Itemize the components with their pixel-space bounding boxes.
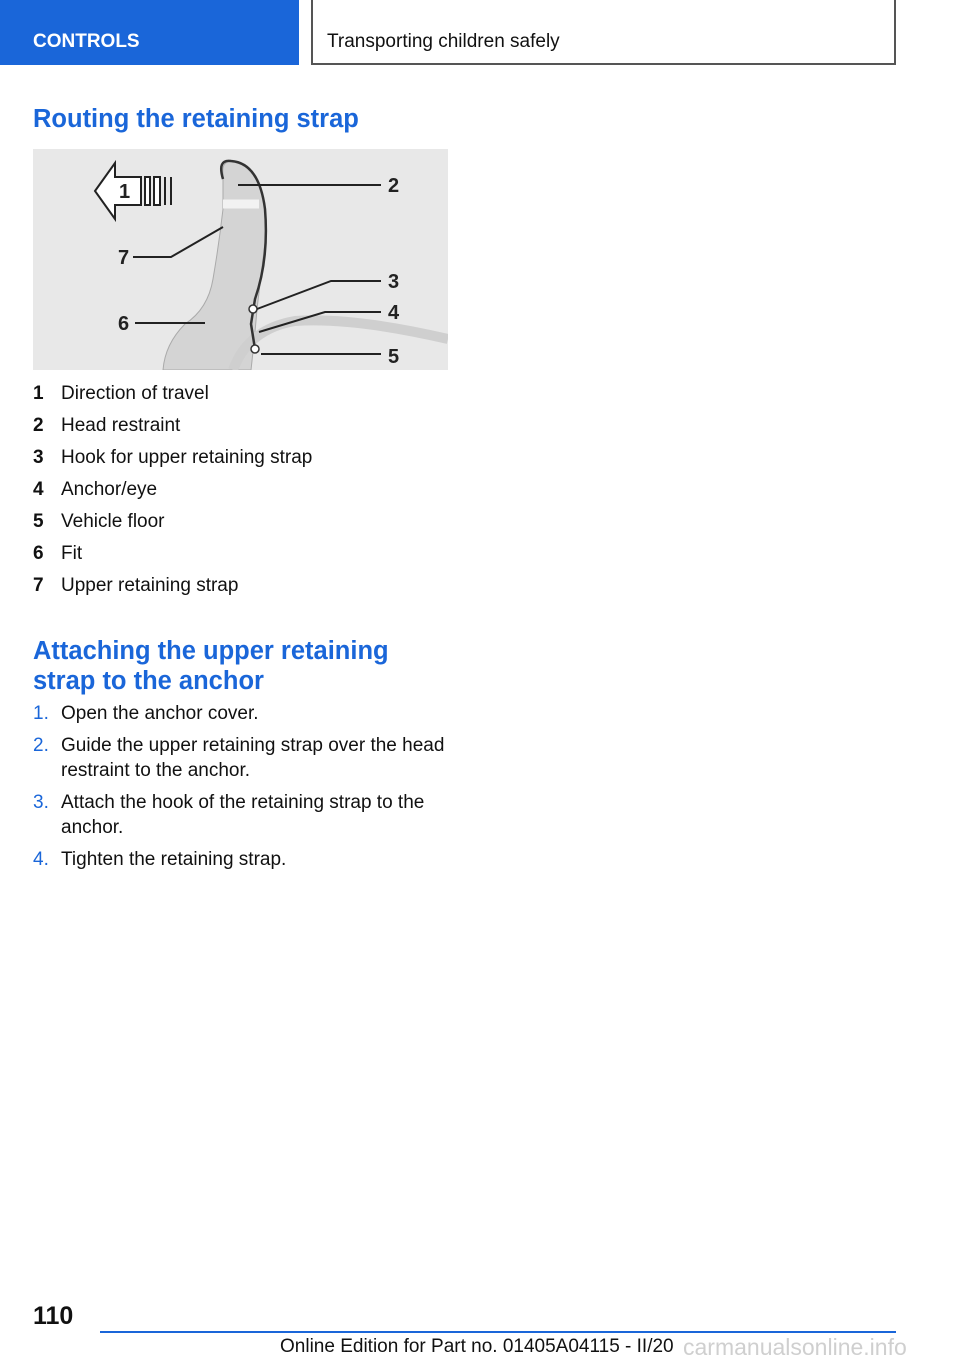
callout-4: 4 (388, 302, 400, 324)
section-heading-attaching (33, 636, 389, 696)
legend-item (33, 380, 453, 412)
heading-line-1: Attaching the upper retaining (33, 637, 389, 665)
legend-text: Vehicle floor (61, 511, 165, 532)
legend-item (33, 508, 453, 540)
header-chapter-title: Transporting children safely (311, 0, 896, 65)
footer-edition: Online Edition for Part no. 01405A04115 - II/20 (280, 1336, 674, 1357)
legend-text: Direction of travel (61, 383, 209, 404)
legend-text: Hook for upper retaining strap (61, 447, 313, 468)
legend-number: 4 (33, 479, 44, 500)
callout-7: 7 (118, 247, 130, 269)
callout-6: 6 (118, 313, 130, 335)
legend-text: Fit (61, 543, 83, 564)
legend-item (33, 444, 453, 476)
legend-number: 1 (33, 383, 44, 404)
step-item (33, 733, 453, 783)
attach-steps-list (33, 701, 453, 879)
legend-text: Head restraint (61, 415, 181, 436)
legend-number: 3 (33, 447, 44, 468)
step-number: 3. (33, 792, 49, 813)
legend-number: 5 (33, 511, 44, 532)
watermark: carmanualsonline.info (683, 1334, 907, 1360)
legend-item (33, 572, 453, 604)
footer-divider (100, 1331, 896, 1333)
step-item (33, 790, 453, 840)
seat-illustration (163, 161, 448, 370)
legend-item (33, 476, 453, 508)
callout-2: 2 (388, 175, 400, 197)
step-number: 1. (33, 703, 49, 724)
legend-text: Anchor/eye (61, 479, 158, 500)
retaining-strap-figure (33, 149, 448, 370)
page-number: 110 (33, 1302, 74, 1330)
step-text: Attach the hook of the retaining strap to the anchor. (61, 792, 425, 838)
legend-text: Upper retaining strap (61, 575, 239, 596)
header-section-label: CONTROLS (0, 0, 299, 65)
step-text: Tighten the retaining strap. (61, 849, 287, 870)
legend-number: 7 (33, 575, 44, 596)
callout-5: 5 (388, 346, 400, 368)
legend-number: 6 (33, 543, 44, 564)
anchor-marker (251, 345, 259, 353)
legend-item (33, 540, 453, 572)
step-item (33, 701, 453, 726)
step-item (33, 847, 453, 872)
callout-3: 3 (388, 271, 400, 293)
section-heading-routing: Routing the retaining strap (33, 105, 359, 133)
heading-line-2: strap to the anchor (33, 667, 264, 695)
legend-number: 2 (33, 415, 44, 436)
step-number: 4. (33, 849, 49, 870)
direction-arrow-icon (95, 163, 172, 219)
legend-item (33, 412, 453, 444)
callout-1: 1 (119, 181, 131, 203)
step-text: Open the anchor cover. (61, 703, 259, 724)
step-text: Guide the upper retaining strap over the head restraint to the anchor. (61, 735, 445, 781)
figure-legend (33, 380, 453, 604)
step-number: 2. (33, 735, 49, 756)
hook-marker (249, 305, 257, 313)
